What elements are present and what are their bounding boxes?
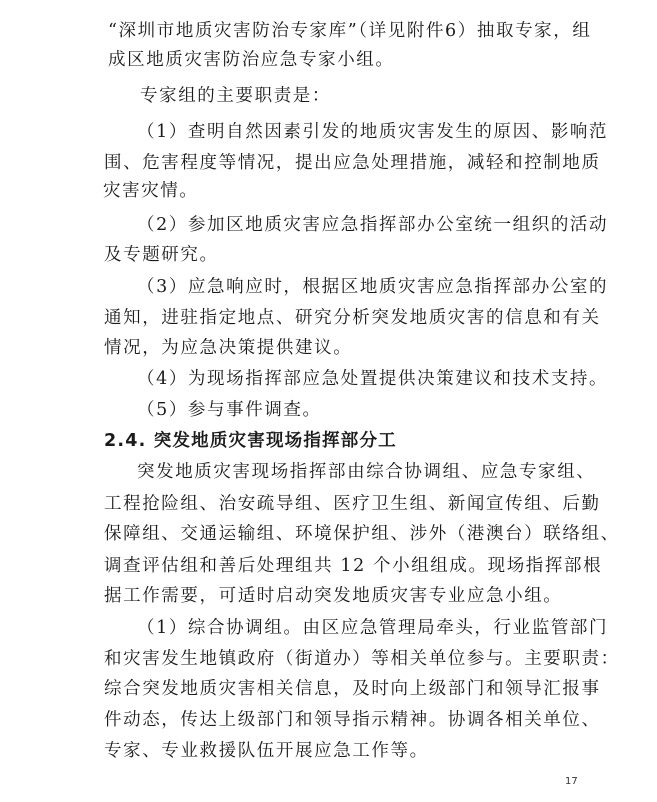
text-line: 调查评估组和善后处理组共 12 个小组组成。现场指挥部根 bbox=[104, 556, 603, 576]
text-line: （1）查明自然因素引发的地质灾害发生的原因、影响范 bbox=[137, 122, 609, 142]
text-line: （1）综合协调组。由区应急管理局牵头，行业监管部门 bbox=[137, 618, 609, 638]
text-line: 情况，为应急决策提供建议。 bbox=[104, 338, 353, 358]
text-line: 专家组的主要职责是： bbox=[140, 86, 331, 106]
page-number: 17 bbox=[565, 776, 578, 787]
text-line: 突发地质灾害现场指挥部由综合协调组、应急专家组、 bbox=[137, 462, 596, 482]
text-line: 围、危害程度等情况，提出应急处理措施，减轻和控制地质 bbox=[104, 153, 601, 173]
text-line: 通知，进驻指定地点、研究分析突发地质灾害的信息和有关 bbox=[104, 308, 601, 328]
text-line: 综合突发地质灾害相关信息，及时向上级部门和领导汇报事 bbox=[104, 679, 601, 699]
text-line: （2）参加区地质灾害应急指挥部办公室统一组织的活动 bbox=[137, 215, 609, 235]
text-line: （5）参与事件调查。 bbox=[137, 400, 322, 420]
section-heading: 2.4. 突发地质灾害现场指挥部分工 bbox=[104, 431, 397, 451]
text-line: “深圳市地质灾害防治专家库”（详见附件6）抽取专家，组 bbox=[108, 21, 592, 41]
text-line: （4）为现场指挥部应急处置提供决策建议和技术支持。 bbox=[137, 369, 609, 389]
text-line: 专家、专业救援队伍开展应急工作等。 bbox=[104, 741, 429, 761]
text-line: 件动态，传达上级部门和领导指示精神。协调各相关单位、 bbox=[104, 710, 601, 730]
text-line: 工程抢险组、治安疏导组、医疗卫生组、新闻宣传组、后勤 bbox=[104, 494, 601, 514]
text-line: 和灾害发生地镇政府（街道办）等相关单位参与。主要职责： bbox=[104, 649, 620, 669]
text-line: （3）应急响应时，根据区地质灾害应急指挥部办公室的 bbox=[137, 277, 609, 297]
text-line: 灾害灾情。 bbox=[103, 181, 199, 201]
text-line: 及专题研究。 bbox=[104, 245, 219, 265]
text-line: 据工作需要，可适时启动突发地质灾害专业应急小组。 bbox=[104, 586, 563, 606]
text-line: 成区地质灾害防治应急专家小组。 bbox=[108, 50, 395, 70]
text-line: 保障组、交通运输组、环境保护组、涉外（港澳台）联络组、 bbox=[104, 524, 620, 544]
